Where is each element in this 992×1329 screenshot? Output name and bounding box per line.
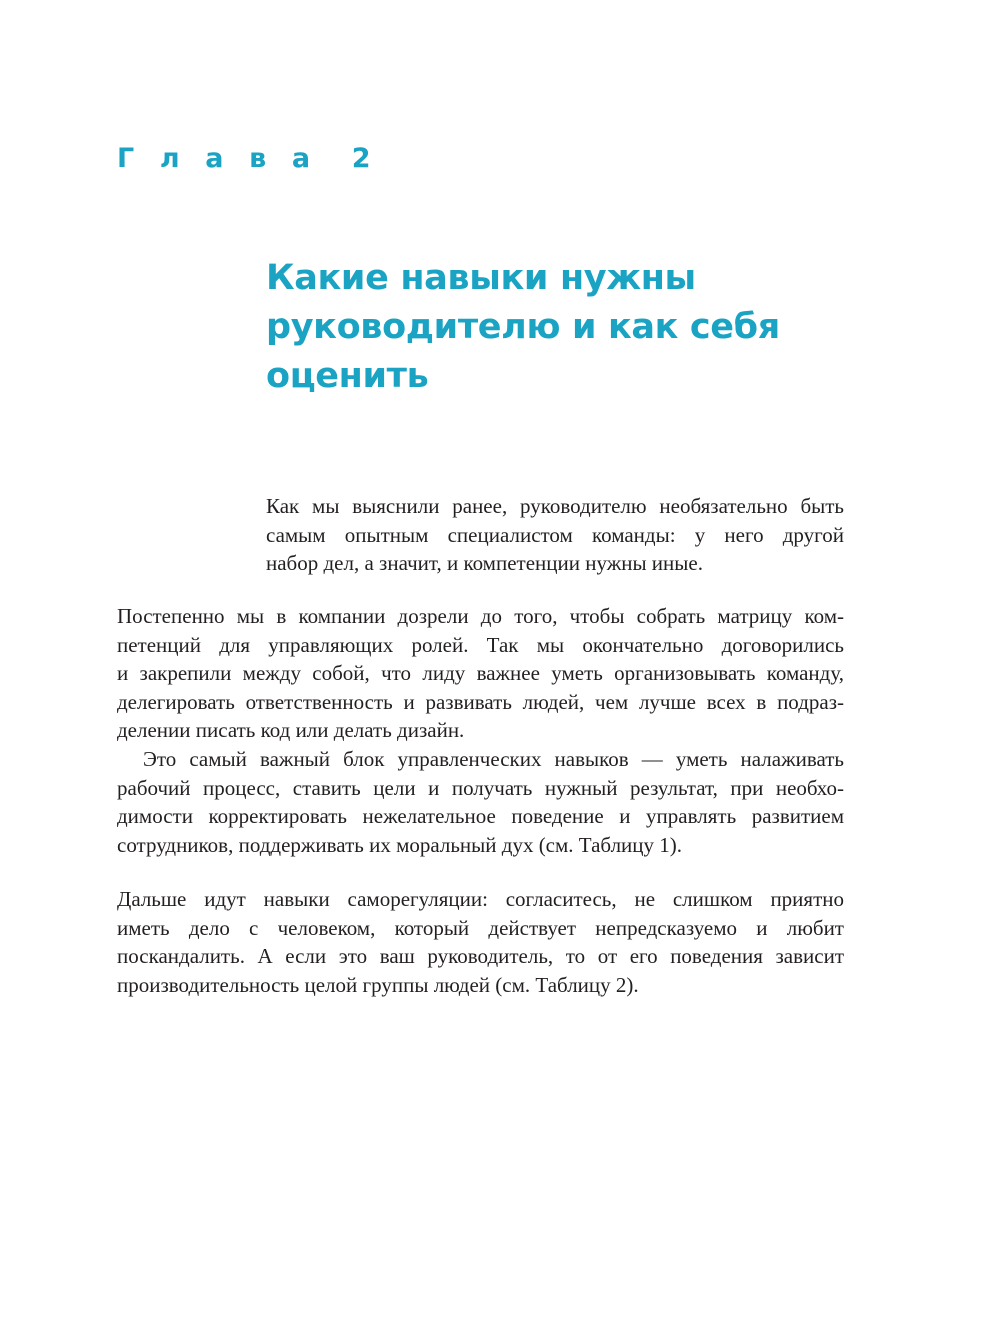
text-line: рабочий процесс, ставить цели и получать нужный результат, при необхо-	[117, 775, 844, 800]
paragraph	[117, 745, 844, 859]
text-line: делении писать код или делать дизайн.	[117, 718, 465, 743]
text-line: иметь дело с человеком, который действует непредсказуемо и любит	[117, 915, 844, 940]
chapter-title-line: руководителю и как себя	[266, 307, 780, 347]
text-line: делегировать ответственность и развивать людей, чем лучше всех в подраз-	[117, 689, 844, 714]
body-section-management	[117, 602, 844, 859]
chapter-title-line: оценить	[266, 356, 429, 396]
text-line: петенций для управляющих ролей. Так мы окончательно договорились	[117, 632, 844, 657]
body-section-self-regulation	[117, 885, 844, 999]
text-line: поскандалить. А если это ваш руководитель, то от его поведения зависит	[117, 944, 844, 969]
text-line: Постепенно мы в компании дозрели до того, чтобы собрать матрицу ком-	[117, 604, 844, 628]
chapter-number: 2	[351, 143, 372, 174]
text-line: Это самый важный блок управленческих навыков — уметь налаживать	[143, 746, 844, 771]
chapter-label	[117, 142, 371, 176]
text-line: сотрудников, поддерживать их моральный дух (см. Таблицу 1).	[117, 832, 683, 857]
text-line: Как мы выяснили ранее, руководителю необязательно быть	[266, 494, 844, 518]
text-line: набор дел, а значит, и компетенции нужны иные.	[266, 551, 703, 576]
chapter-title-line: Какие навыки нужны	[266, 258, 696, 298]
paragraph	[117, 602, 844, 745]
text-line: Дальше идут навыки саморегуляции: согласитесь, не слишком приятно	[117, 887, 844, 911]
text-line: самым опытным специалистом команды: у него другой	[266, 522, 844, 547]
chapter-title	[266, 254, 826, 401]
text-line: и закрепили между собой, что лиду важнее уметь организовывать команду,	[117, 661, 844, 686]
paragraph	[117, 885, 844, 999]
chapter-word: Глава	[117, 143, 336, 174]
text-line: димости корректировать нежелательное поведение и управлять развитием	[117, 804, 844, 829]
intro-paragraph	[266, 492, 844, 578]
text-line: производительность целой группы людей (см. Таблицу 2).	[117, 972, 639, 997]
